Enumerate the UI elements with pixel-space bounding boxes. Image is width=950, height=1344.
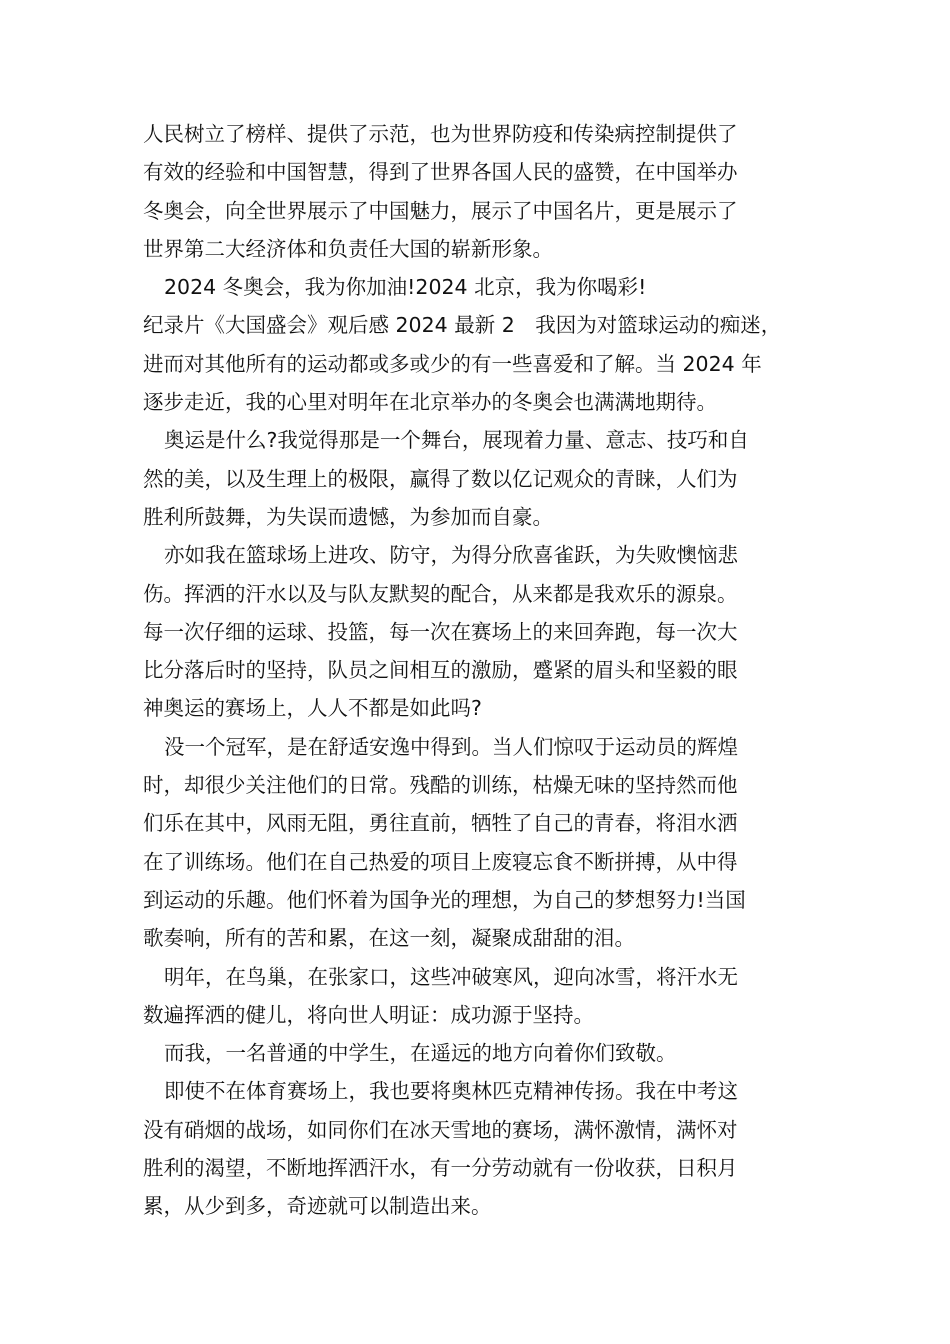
text-line: 世界第二大经济体和负责任大国的崭新形象。: [143, 236, 553, 261]
text-line: 胜利所鼓舞，为失误而遗憾，为参加而自豪。: [143, 504, 553, 529]
text-line: 数遍挥洒的健儿，将向世人明证：成功源于坚持。: [143, 1002, 594, 1027]
text-line: 们乐在其中，风雨无阻，勇往直前，牺牲了自己的青春，将泪水洒: [143, 811, 738, 836]
text-line: 进而对其他所有的运动都或多或少的有一些喜爱和了解。当 2024 年: [143, 351, 762, 376]
text-line: 神奥运的赛场上，人人不都是如此吗?: [143, 696, 482, 721]
text-line: 到运动的乐趣。他们怀着为国争光的理想，为自己的梦想努力!当国: [143, 887, 746, 912]
text-line: 纪录片《大国盛会》观后感 2024 最新 2 我因为对篮球运动的痴迷，: [143, 313, 782, 338]
text-line: 冬奥会，向全世界展示了中国魅力，展示了中国名片，更是展示了: [143, 198, 738, 223]
text-line: 时，却很少关注他们的日常。残酷的训练，枯燥无味的坚持然而他: [143, 773, 738, 798]
text-line: 亦如我在篮球场上进攻、防守，为得分欣喜雀跃，为失败懊恼悲: [164, 543, 738, 568]
paragraph: [143, 536, 823, 727]
text-line: 奥运是什么?我觉得那是一个舞台，展现着力量、意志、技巧和自: [164, 428, 749, 453]
text-line: 有效的经验和中国智慧，得到了世界各国人民的盛赞，在中国举办: [143, 160, 738, 185]
text-line: 没有硝烟的战场，如同你们在冰天雪地的赛场，满怀激情，满怀对: [143, 1117, 738, 1142]
paragraph: [143, 1034, 823, 1072]
paragraph: [143, 115, 823, 268]
paragraph: [143, 421, 823, 536]
text-line: 人民树立了榜样、提供了示范，也为世界防疫和传染病控制提供了: [143, 122, 738, 146]
paragraph: [143, 728, 823, 958]
paragraph: [143, 268, 823, 306]
paragraph: [143, 306, 823, 421]
text-line: 伤。挥洒的汗水以及与队友默契的配合，从来都是我欢乐的源泉。: [143, 581, 738, 606]
text-line: 明年，在鸟巢，在张家口，这些冲破寒风，迎向冰雪，将汗水无: [164, 964, 738, 989]
text-line: 累，从少到多，奇迹就可以制造出来。: [143, 1194, 492, 1219]
text-line: 逐步走近，我的心里对明年在北京举办的冬奥会也满满地期待。: [143, 390, 717, 415]
paragraph: [143, 958, 823, 1035]
text-line: 然的美，以及生理上的极限，赢得了数以亿记观众的青睐，人们为: [143, 466, 738, 491]
text-line: 胜利的渴望，不断地挥洒汗水，有一分劳动就有一份收获，日积月: [143, 1156, 738, 1181]
text-line: 比分落后时的坚持，队员之间相互的激励，蹙紧的眉头和坚毅的眼: [143, 658, 738, 683]
text-line: 每一次仔细的运球、投篮，每一次在赛场上的来回奔跑，每一次大: [143, 619, 738, 644]
text-line: 2024 冬奥会，我为你加油!2024 北京，我为你喝彩!: [164, 275, 647, 300]
text-line: 而我，一名普通的中学生，在遥远的地方向着你们致敬。: [164, 1041, 677, 1066]
paragraph: [143, 1072, 823, 1225]
text-line: 歌奏响，所有的苦和累，在这一刻，凝聚成甜甜的泪。: [143, 926, 635, 951]
text-line: 在了训练场。他们在自己热爱的项目上废寝忘食不断拼搏，从中得: [143, 849, 738, 874]
document-body: [143, 115, 823, 1226]
text-line: 即使不在体育赛场上，我也要将奥林匹克精神传扬。我在中考这: [164, 1079, 738, 1104]
text-line: 没一个冠军，是在舒适安逸中得到。当人们惊叹于运动员的辉煌: [164, 734, 738, 759]
